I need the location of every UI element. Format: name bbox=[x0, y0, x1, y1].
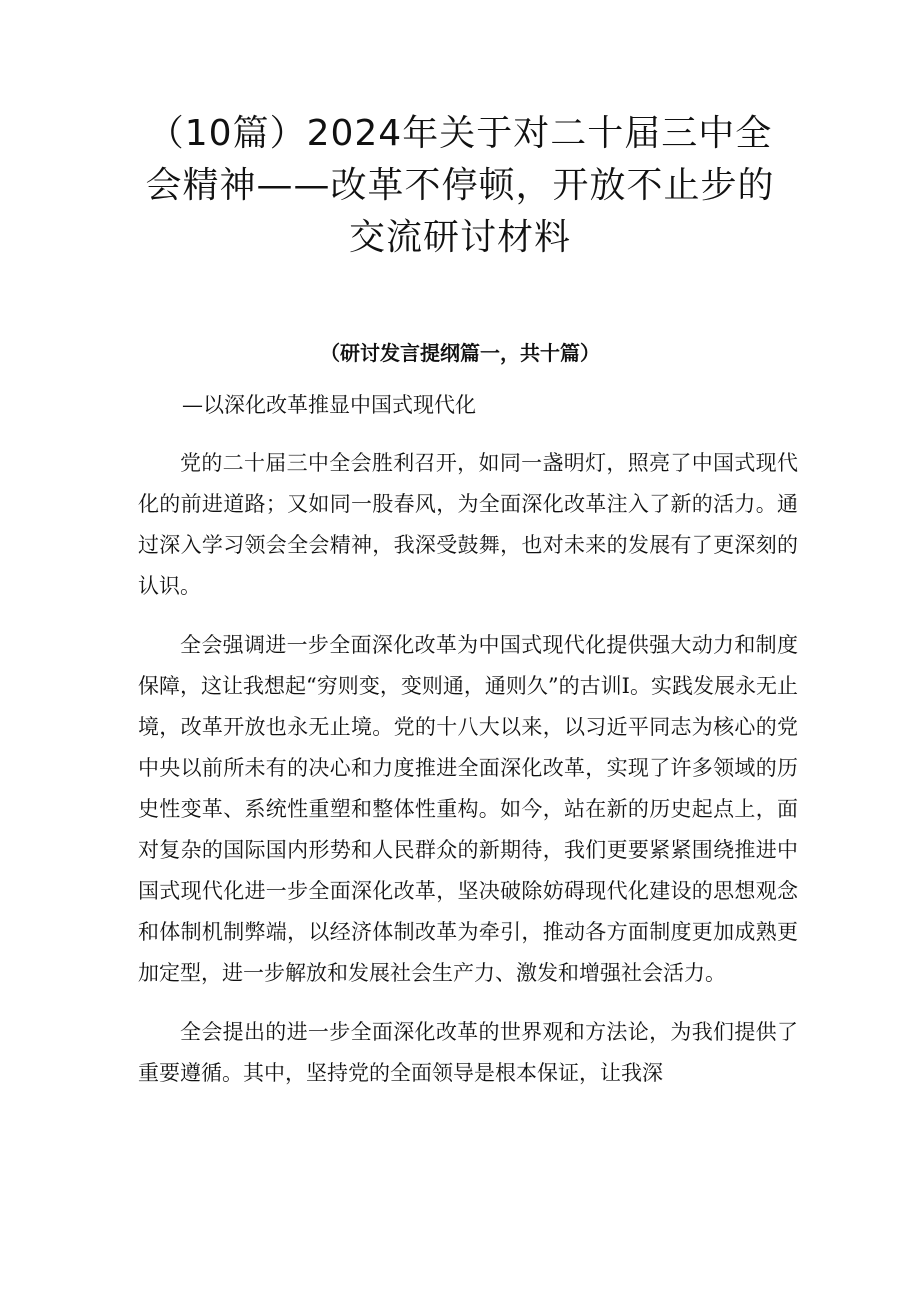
body-paragraph: 全会强调进一步全面深化改革为中国式现代化提供强大动力和制度保障，这让我想起“穷则变，变则通，通则久”的古训I。实践发展永无止境，改革开放也永无止境。党的十八大以来，以习近平同志为核心的党中央以前所未有的决心和力度推进全面深化改革，实现了许多领域的历史性变革、系统性重塑和整体性重构。如今，站在新的历史起点上，面对复杂的国际国内形势和人民群众的新期待，我们更要紧紧围绕推进中国式现代化进一步全面深化改革，坚决破除妨碍现代化建设的思想观念和体制机制弊端，以经济体制改革为牵引，推动各方面制度更加成熟更加定型，进一步解放和发展社会生产力、激发和增强社会活力。 bbox=[138, 633, 798, 985]
document-title: （10篇）2024年关于对二十届三中全会精神——改革不停顿，开放不止步的交流研讨材料 bbox=[145, 113, 775, 258]
document-body bbox=[138, 443, 798, 1112]
document-subtitle: （研讨发言提纲篇一，共十篇） bbox=[320, 341, 600, 365]
body-paragraph: 全会提出的进一步全面深化改革的世界观和方法论，为我们提供了重要遵循。其中，坚持党的全面领导是根本保证，让我深 bbox=[138, 1020, 798, 1085]
document-theme-line: —以深化改革推显中国式现代化 bbox=[182, 393, 476, 417]
body-paragraph: 党的二十届三中全会胜利召开，如同一盏明灯，照亮了中国式现代化的前进道路；又如同一股春风，为全面深化改革注入了新的活力。通过深入学习领会全会精神，我深受鼓舞，也对未来的发展有了更深刻的认识。 bbox=[138, 451, 798, 598]
